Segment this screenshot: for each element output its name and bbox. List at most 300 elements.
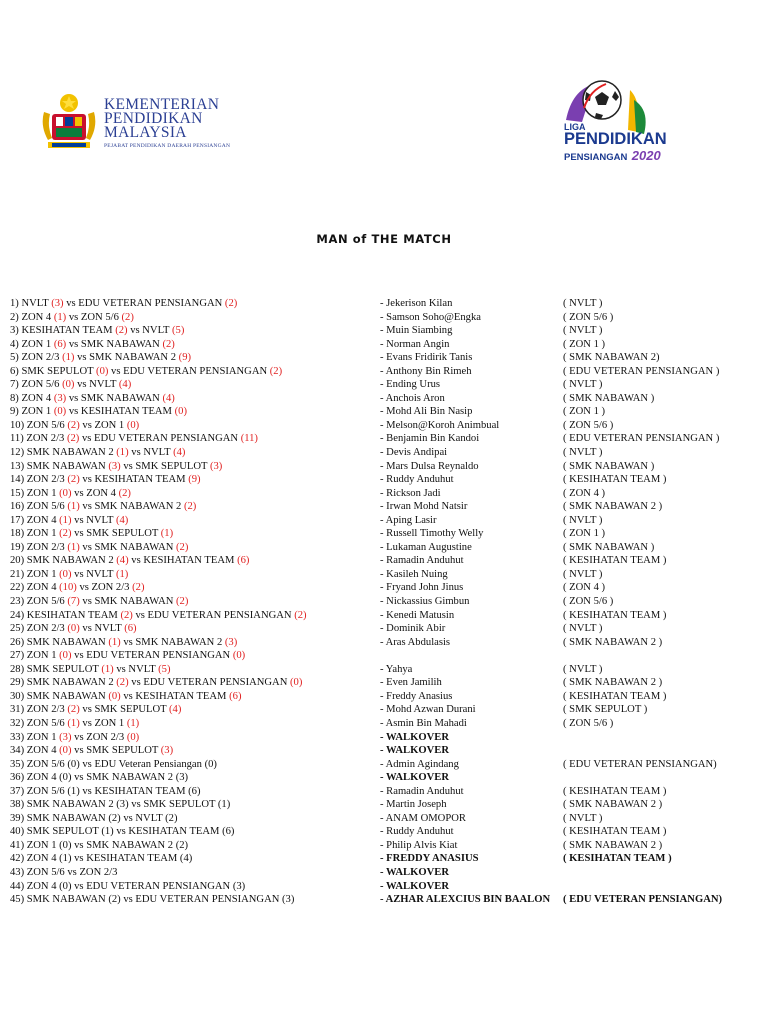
match-result	[10, 880, 245, 894]
match-text: vs NVLT	[71, 514, 116, 526]
man-of-the-match-player: - Benjamin Bin Kandoi	[380, 433, 480, 445]
match-result	[10, 744, 173, 758]
match-row	[0, 812, 768, 826]
match-text: vs ZON 1	[79, 419, 127, 431]
match-row	[0, 297, 768, 311]
man-of-the-match-player: - ANAM OMOPOR	[380, 812, 466, 824]
match-text: 19) ZON 2/3	[10, 541, 68, 553]
score: (3)	[209, 460, 223, 472]
score: (0)	[232, 650, 246, 662]
ministry-line-2: PENDIDIKAN	[104, 110, 203, 127]
league-year: 2020	[631, 148, 661, 163]
match-text: 16) ZON 5/6	[10, 501, 68, 513]
player-team: ( SMK NABAWAN 2 )	[563, 799, 663, 811]
match-row	[0, 514, 768, 528]
score: (5)	[158, 663, 171, 675]
match-row	[0, 703, 768, 717]
match-result	[10, 527, 173, 541]
match-result	[10, 676, 302, 690]
player-team: ( ZON 1 )	[563, 406, 606, 418]
match-text: vs EDU VETERAN PENSIANGAN	[132, 609, 295, 621]
match-text: vs EDU VETERAN PENSIANGAN	[128, 677, 290, 689]
score: (3)	[51, 298, 64, 309]
man-of-the-match-player: - WALKOVER	[380, 866, 449, 878]
match-row	[0, 880, 768, 894]
match-row	[0, 839, 768, 853]
match-text: 13) SMK NABAWAN	[10, 460, 109, 472]
match-result	[10, 378, 131, 392]
match-text: 22) ZON 4	[10, 582, 60, 594]
match-text: vs ZON 4	[71, 487, 119, 499]
match-result	[10, 392, 175, 406]
match-text: 4) ZON 1	[10, 338, 54, 350]
match-row	[0, 473, 768, 487]
match-text: 41) ZON 1 (0) vs SMK NABAWAN 2 (2)	[10, 839, 189, 851]
player-team: ( SMK SEPULOT )	[563, 704, 648, 716]
score: (0)	[96, 365, 109, 377]
player-team: ( SMK NABAWAN 2 )	[563, 677, 663, 689]
score: (1)	[108, 636, 121, 648]
player-team: ( NVLT )	[563, 623, 603, 635]
match-text: 34) ZON 4	[10, 745, 60, 757]
match-text: vs ZON 5/6	[66, 311, 122, 323]
man-of-the-match-player: - Ramadin Anduhut	[380, 785, 464, 797]
match-text: 28) SMK SEPULOT	[10, 663, 102, 675]
score: (1)	[67, 501, 80, 513]
match-result	[10, 554, 249, 568]
match-text: 11) ZON 2/3	[10, 433, 67, 445]
score: (1)	[53, 311, 67, 323]
score: (6)	[237, 555, 250, 567]
score: (3)	[59, 731, 72, 743]
match-text: 33) ZON 1	[10, 731, 60, 743]
match-row	[0, 419, 768, 433]
score: (2)	[183, 501, 197, 513]
match-row	[0, 311, 768, 325]
match-result	[10, 365, 282, 379]
player-team: ( ZON 4 )	[563, 582, 606, 594]
match-result	[10, 717, 139, 731]
ministry-subtitle: PEJABAT PENDIDIKAN DAERAH PENSIANGAN	[104, 143, 231, 149]
match-row	[0, 785, 768, 799]
match-text: vs ZON 2/3	[71, 731, 127, 743]
player-team: ( KESIHATAN TEAM )	[563, 555, 667, 567]
malaysia-crest-icon	[38, 92, 100, 154]
match-row	[0, 609, 768, 623]
player-team: ( ZON 5/6 )	[563, 717, 614, 729]
match-row	[0, 866, 768, 880]
match-text: 36) ZON 4 (0) vs SMK NABAWAN 2 (3)	[10, 772, 189, 784]
man-of-the-match-player: - Irwan Mohd Natsir	[380, 501, 468, 513]
match-text: vs SMK NABAWAN 2	[79, 501, 184, 513]
score: (2)	[162, 338, 175, 350]
match-text: 9) ZON 1	[10, 406, 54, 418]
match-result	[10, 866, 117, 880]
score: (0)	[53, 406, 67, 418]
score: (2)	[294, 609, 307, 621]
match-text: vs SMK NABAWAN	[66, 392, 163, 404]
man-of-the-match-player: - WALKOVER	[380, 731, 449, 743]
man-of-the-match-player: - Evans Fridirik Tanis	[380, 352, 473, 364]
match-text: 45) SMK NABAWAN (2) vs EDU VETERAN PENSIANGAN (3)	[10, 894, 295, 906]
man-of-the-match-player: - Philip Alvis Kiat	[380, 839, 458, 851]
match-result	[10, 500, 196, 514]
score: (0)	[290, 677, 303, 689]
score: (4)	[173, 447, 186, 459]
match-row	[0, 771, 768, 785]
score: (2)	[67, 704, 80, 716]
match-result	[10, 487, 131, 501]
match-result	[10, 324, 184, 338]
player-team: ( NVLT )	[563, 514, 603, 526]
player-team: ( NVLT )	[563, 663, 603, 675]
match-result	[10, 432, 258, 446]
man-of-the-match-player: - Martin Joseph	[380, 799, 447, 811]
player-team: ( ZON 1 )	[563, 338, 606, 350]
match-result	[10, 812, 177, 826]
player-team: ( SMK NABAWAN 2 )	[563, 839, 663, 851]
man-of-the-match-player: - FREDDY ANASIUS	[380, 853, 479, 865]
match-text: vs NVLT	[74, 379, 119, 391]
man-of-the-match-player: - Admin Agindang	[380, 758, 459, 770]
match-text: 15) ZON 1	[10, 487, 60, 499]
man-of-the-match-player: - Ruddy Anduhut	[380, 474, 454, 486]
score: (1)	[115, 568, 129, 580]
match-result	[10, 568, 128, 582]
match-row	[0, 636, 768, 650]
match-text: 40) SMK SEPULOT (1) vs KESIHATAN TEAM (6)	[10, 826, 235, 838]
match-result	[10, 798, 230, 812]
score: (2)	[120, 609, 133, 621]
man-of-the-match-player: - Kasileh Nuing	[380, 568, 448, 580]
score: (2)	[67, 419, 80, 431]
score: (3)	[224, 636, 238, 648]
man-of-the-match-player: - Devis Andipai	[380, 447, 448, 459]
player-team: ( KESIHATAN TEAM )	[563, 785, 667, 797]
score: (2)	[59, 528, 72, 540]
score: (2)	[67, 474, 80, 486]
man-of-the-match-player: - Kenedi Matusin	[380, 609, 455, 621]
man-of-the-match-player: - WALKOVER	[380, 772, 449, 784]
man-of-the-match-player: - AZHAR ALEXCIUS BIN BAALON	[380, 894, 551, 906]
player-team: ( SMK NABAWAN )	[563, 460, 655, 472]
man-of-the-match-player: - Dominik Abir	[380, 623, 446, 635]
match-row	[0, 852, 768, 866]
score: (2)	[116, 677, 129, 689]
match-text: 6) SMK SEPULOT	[10, 365, 97, 377]
match-text: vs EDU VETERAN PENSIANGAN	[71, 650, 233, 662]
man-of-the-match-player: - Aping Lasir	[380, 514, 437, 526]
score: (2)	[176, 541, 189, 553]
score: (0)	[59, 568, 72, 580]
match-row	[0, 446, 768, 460]
player-team: ( ZON 1 )	[563, 528, 606, 540]
score: (1)	[62, 352, 75, 364]
score: (9)	[188, 474, 201, 486]
match-text: 14) ZON 2/3	[10, 474, 68, 486]
ministry-name	[104, 98, 230, 149]
ministry-line-1: KEMENTERIAN	[104, 96, 220, 113]
match-result	[10, 825, 234, 839]
player-team: ( EDU VETERAN PENSIANGAN )	[563, 433, 720, 445]
player-team: ( EDU VETERAN PENSIANGAN)	[563, 758, 717, 770]
match-result	[10, 595, 188, 609]
match-text: vs SMK SEPULOT	[79, 704, 170, 716]
score: (2)	[121, 311, 134, 323]
player-team: ( NVLT )	[563, 298, 603, 309]
match-result	[10, 581, 144, 595]
player-team: ( SMK NABAWAN 2 )	[563, 501, 663, 513]
match-text: 44) ZON 4 (0) vs EDU VETERAN PENSIANGAN (3)	[10, 880, 246, 892]
match-row	[0, 893, 768, 907]
man-of-the-match-player: - WALKOVER	[380, 880, 449, 892]
player-team: ( ZON 5/6 )	[563, 419, 614, 431]
match-result	[10, 636, 237, 650]
match-row	[0, 717, 768, 731]
player-team: ( KESIHATAN TEAM )	[563, 609, 667, 621]
player-team: ( NVLT )	[563, 568, 603, 580]
match-text: 12) SMK NABAWAN 2	[10, 447, 117, 459]
score: (5)	[172, 325, 185, 337]
match-row	[0, 351, 768, 365]
ministry-line-3: MALAYSIA	[104, 124, 187, 141]
player-team: ( ZON 5/6 )	[563, 596, 614, 608]
score: (3)	[53, 392, 67, 404]
match-result	[10, 663, 171, 677]
man-of-the-match-player: - Mohd Azwan Durani	[380, 704, 476, 716]
match-text: 23) ZON 5/6	[10, 596, 68, 608]
match-row	[0, 487, 768, 501]
score: (2)	[118, 487, 131, 499]
score: (1)	[116, 447, 129, 459]
match-row	[0, 527, 768, 541]
page-title: MAN of THE MATCH	[316, 232, 452, 246]
player-team: ( SMK NABAWAN 2 )	[563, 636, 663, 648]
match-text: 29) SMK NABAWAN 2	[10, 677, 117, 689]
match-result	[10, 473, 201, 487]
score: (0)	[126, 731, 140, 743]
match-row	[0, 365, 768, 379]
match-row	[0, 676, 768, 690]
player-team: ( NVLT )	[563, 812, 603, 824]
match-text: 31) ZON 2/3	[10, 704, 68, 716]
score: (4)	[116, 555, 129, 567]
match-result	[10, 419, 139, 433]
score: (4)	[115, 514, 129, 526]
match-text: vs ZON 2/3	[76, 582, 133, 594]
match-text: 1) NVLT	[10, 298, 52, 309]
match-row	[0, 649, 768, 663]
match-row	[0, 500, 768, 514]
match-row	[0, 731, 768, 745]
score: (1)	[160, 528, 174, 540]
match-text: vs KESIHATAN TEAM	[120, 690, 230, 702]
man-of-the-match-player: - Lukaman Augustine	[380, 541, 472, 553]
man-of-the-match-player: - Asmin Bin Mahadi	[380, 717, 467, 729]
match-result	[10, 771, 188, 785]
match-result	[10, 405, 187, 419]
score: (3)	[108, 460, 121, 472]
score: (6)	[53, 338, 67, 350]
score: (1)	[126, 717, 140, 729]
match-text: vs EDU VETERAN PENSIANGAN	[63, 298, 225, 309]
match-row	[0, 622, 768, 636]
match-row	[0, 595, 768, 609]
score: (0)	[59, 745, 72, 757]
match-row	[0, 460, 768, 474]
match-result	[10, 785, 201, 799]
player-team: ( NVLT )	[563, 447, 603, 459]
match-text: vs SMK SEPULOT	[71, 528, 161, 540]
score: (10)	[59, 582, 77, 594]
match-result	[10, 703, 181, 717]
match-row	[0, 744, 768, 758]
score: (6)	[229, 690, 242, 702]
score: (3)	[160, 745, 174, 757]
score: (0)	[59, 487, 72, 499]
match-text: vs SMK SEPULOT	[71, 745, 161, 757]
player-team: ( KESIHATAN TEAM )	[563, 826, 667, 838]
man-of-the-match-player: - Norman Angin	[380, 338, 450, 350]
man-of-the-match-player: - Fryand John Jinus	[380, 582, 464, 594]
match-text: 42) ZON 4 (1) vs KESIHATAN TEAM (4)	[10, 853, 193, 865]
man-of-the-match-player: - Jekerison Kilan	[380, 298, 453, 309]
match-text: vs SMK SEPULOT	[120, 460, 210, 472]
score: (0)	[126, 419, 140, 431]
score: (1)	[101, 663, 114, 675]
score: (2)	[66, 433, 80, 445]
match-result	[10, 839, 188, 853]
match-text: 30) SMK NABAWAN	[10, 690, 109, 702]
match-text: 32) ZON 5/6	[10, 717, 68, 729]
man-of-the-match-player: - Even Jamilih	[380, 677, 442, 689]
man-of-the-match-player: - Ending Urus	[380, 379, 441, 391]
player-team: ( SMK NABAWAN 2)	[563, 352, 660, 364]
match-text: vs KESIHATAN TEAM	[79, 474, 189, 486]
match-text: 3) KESIHATAN TEAM	[10, 325, 116, 337]
score: (1)	[67, 717, 80, 729]
match-row	[0, 663, 768, 677]
man-of-the-match-player: - Muin Siambing	[380, 325, 453, 337]
match-text: 21) ZON 1	[10, 568, 60, 580]
man-of-the-match-player: - Anchois Aron	[380, 392, 445, 404]
match-text: 8) ZON 4	[10, 392, 54, 404]
match-text: vs KESIHATAN TEAM	[128, 555, 238, 567]
score: (0)	[108, 690, 121, 702]
match-result	[10, 731, 139, 745]
match-text: vs NVLT	[71, 568, 116, 580]
match-text: 18) ZON 1	[10, 528, 60, 540]
match-text: 2) ZON 4	[10, 311, 54, 323]
match-result	[10, 514, 128, 528]
score: (6)	[124, 623, 137, 635]
ministry-logo	[38, 92, 238, 154]
man-of-the-match-player: - Melson@Koroh Animbual	[380, 419, 500, 431]
player-team: ( EDU VETERAN PENSIANGAN)	[563, 894, 723, 906]
match-result	[10, 311, 134, 325]
man-of-the-match-player: - Rickson Jadi	[380, 487, 441, 499]
match-text: 43) ZON 5/6 vs ZON 2/3	[10, 866, 118, 878]
man-of-the-match-player: - WALKOVER	[380, 745, 449, 757]
man-of-the-match-player: - Aras Abdulasis	[380, 636, 451, 648]
match-text: vs SMK NABAWAN 2	[74, 352, 179, 364]
match-result	[10, 541, 188, 555]
player-team: ( NVLT )	[563, 325, 603, 337]
match-text: vs ZON 1	[79, 717, 127, 729]
match-text: vs NVLT	[127, 325, 172, 337]
match-row	[0, 432, 768, 446]
match-text: vs EDU VETERAN PENSIANGAN	[108, 365, 270, 377]
match-row	[0, 798, 768, 812]
league-liga: LIGA	[564, 122, 586, 132]
match-result	[10, 690, 241, 704]
player-team: ( SMK NABAWAN )	[563, 392, 655, 404]
match-row	[0, 541, 768, 555]
score: (2)	[132, 582, 145, 594]
man-of-the-match-player: - Nickassius Gimbun	[380, 596, 470, 608]
match-row	[0, 758, 768, 772]
match-row	[0, 405, 768, 419]
player-team: ( ZON 4 )	[563, 487, 606, 499]
match-result	[10, 852, 192, 866]
score: (0)	[62, 379, 75, 391]
score: (2)	[224, 298, 238, 309]
match-text: vs KESIHATAN TEAM	[66, 406, 175, 418]
score: (11)	[240, 433, 258, 445]
match-text: 17) ZON 4	[10, 514, 60, 526]
match-text: vs EDU VETERAN PENSIANGAN	[79, 433, 241, 445]
man-of-the-match-player: - Ramadin Anduhut	[380, 555, 464, 567]
match-row	[0, 378, 768, 392]
man-of-the-match-player: - Samson Soho@Engka	[380, 311, 481, 323]
score: (7)	[67, 596, 80, 608]
match-text: vs SMK NABAWAN	[79, 596, 177, 608]
match-text: 10) ZON 5/6	[10, 419, 68, 431]
score: (4)	[169, 704, 182, 716]
match-row	[0, 338, 768, 352]
match-text: vs SMK NABAWAN	[79, 541, 177, 553]
score: (1)	[67, 541, 80, 553]
match-row	[0, 690, 768, 704]
match-row	[0, 392, 768, 406]
score: (0)	[67, 623, 80, 635]
league-pendidikan: PENDIDIKAN	[564, 130, 667, 148]
match-result	[10, 609, 307, 623]
match-text: 5) ZON 2/3	[10, 352, 63, 364]
man-of-the-match-player: - Yahya	[380, 663, 413, 675]
match-row	[0, 825, 768, 839]
match-result	[10, 649, 245, 663]
score: (0)	[59, 650, 72, 662]
man-of-the-match-player: - Anthony Bin Rimeh	[380, 365, 472, 377]
score: (2)	[115, 325, 128, 337]
match-result	[10, 446, 185, 460]
match-text: vs NVLT	[128, 447, 174, 459]
player-team: ( NVLT )	[563, 379, 603, 391]
match-result	[10, 460, 222, 474]
man-of-the-match-player: - Ruddy Anduhut	[380, 826, 454, 838]
player-team: ( EDU VETERAN PENSIANGAN )	[563, 365, 720, 377]
score: (2)	[176, 596, 189, 608]
match-text: 37) ZON 5/6 (1) vs KESIHATAN TEAM (6)	[10, 785, 201, 797]
man-of-the-match-player: - Russell Timothy Welly	[380, 528, 484, 540]
match-row	[0, 581, 768, 595]
match-row	[0, 324, 768, 338]
man-of-the-match-player: - Freddy Anasius	[380, 690, 453, 702]
league-name	[564, 122, 667, 165]
match-text: 38) SMK NABAWAN 2 (3) vs SMK SEPULOT (1)	[10, 799, 231, 811]
score: (1)	[59, 514, 72, 526]
